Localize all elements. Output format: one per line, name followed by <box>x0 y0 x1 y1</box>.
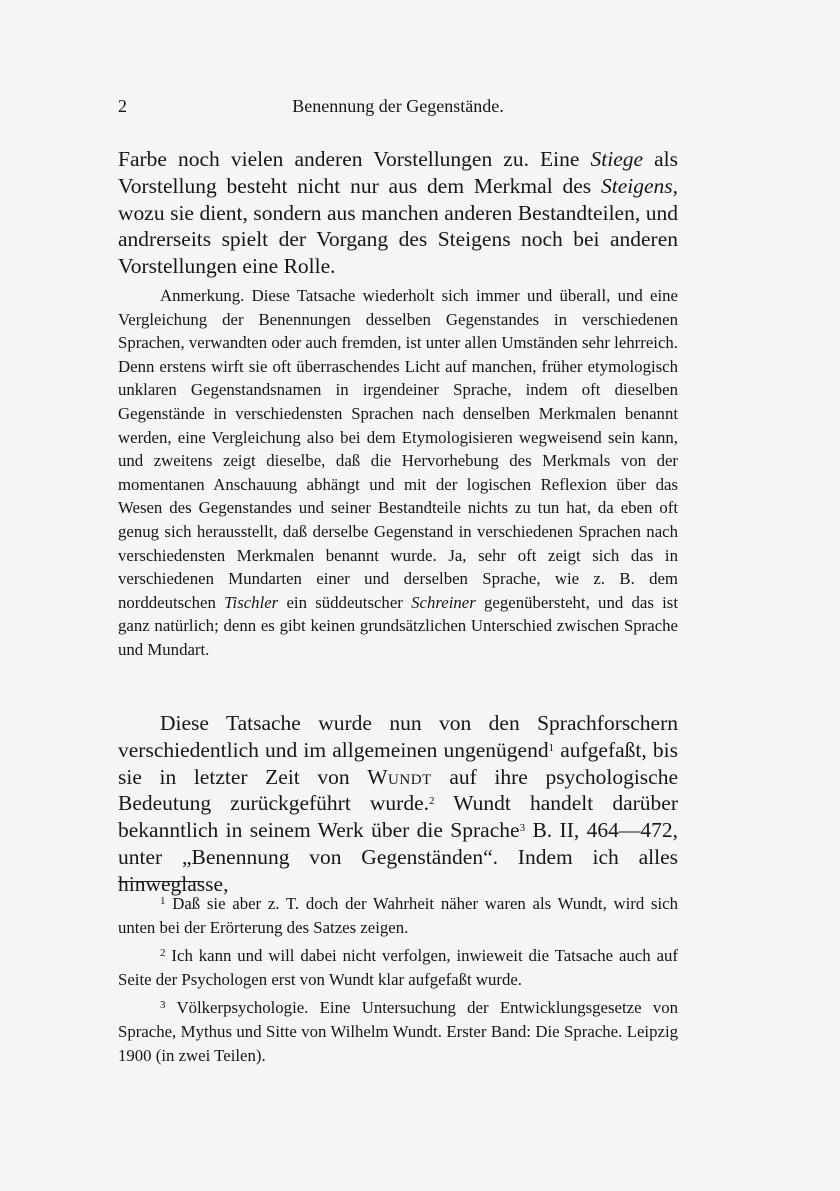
footnote-marker: 2 <box>160 947 166 960</box>
text-run: Anmerkung. Diese Tatsache wiederholt sich immer und überall, und eine Vergleichung der Benennungen desselben Gegenstandes in verschiedenen Sprachen, verwandten oder auch fremden, ist unter allen Umständen sehr lehrreich. Denn erstens wirft sie oft überraschendes Licht auf manchen, früher etymologisch unklaren Gegenstandsnamen in irgendeiner Sprache, indem oft dieselben Gegenstände in verschiedensten Sprachen nach denselben Merkmalen benannt werden, eine Vergleichung also bei dem Etymologisieren wegweisend sein kann, und zweitens zeigt dieselbe, daß die Hervorhebung des Merkmals von der momentanen Anschauung abhängt und mit der logischen Reflexion über das Wesen des Gegenstandes und seiner Bestandteile nichts zu tun hat, da eben oft genug sich herausstellt, daß derselbe Gegenstand in verschiedenen Sprachen nach verschiedensten Merkmalen benannt wurde. Ja, sehr oft zeigt sich das in verschiedenen Mundarten einer und derselben Sprache, wie z. B. dem norddeutschen <box>118 286 678 612</box>
footnote-ref-1[interactable]: 1 <box>548 741 555 754</box>
footnote-1 <box>118 892 678 939</box>
remark-note <box>118 284 678 662</box>
text-run: Wundt handelt darüber bekanntlich in seinem Werk über die Sprache <box>118 791 678 843</box>
main-paragraph-1 <box>118 146 678 280</box>
footnote-text: Daß sie aber z. T. doch der Wahrheit näher waren als Wundt, wird sich unten bei der Erörterung des Satzes zeigen. <box>118 894 678 937</box>
footnote-2 <box>118 944 678 991</box>
page-header <box>118 96 678 124</box>
footnote-ref-2[interactable]: 2 <box>429 795 435 808</box>
footnotes <box>118 892 678 1072</box>
main-paragraph-2 <box>118 710 678 898</box>
italic-term-steigens: Steigens, <box>600 173 678 198</box>
text-run: als Vorstellung besteht nicht nur aus dem Merkmal des <box>118 147 678 198</box>
author-name-smallcaps: Wundt <box>367 764 432 789</box>
footnote-divider <box>118 881 204 882</box>
text-run: B. II, 464—472, unter „Benennung von Gegenständen“. Indem ich alles hinweglasse, <box>118 818 678 896</box>
text-run: ein süddeutscher <box>278 592 412 612</box>
footnote-text: Ich kann und will dabei nicht verfolgen, inwieweit die Tatsache auch auf Seite der Psychologen erst von Wundt klar aufgefaßt wurde. <box>118 946 678 989</box>
text-run: auf ihre psychologische Bedeutung zurückgeführt wurde. <box>118 764 679 816</box>
italic-term-stiege: Stiege <box>590 147 644 171</box>
text-run: Diese Tatsache wurde nun von den Sprachforschern verschiedentlich und im allgemeinen ungenügend <box>118 711 678 762</box>
footnote-marker: 3 <box>160 999 166 1012</box>
footnote-marker: 1 <box>160 895 166 907</box>
text-run: gegenübersteht, und das ist ganz natürlich; denn es gibt keinen grundsätzlichen Unterschied zwischen Sprache und Mundart. <box>118 592 678 659</box>
text-run: Farbe noch vielen anderen Vorstellungen zu. Eine <box>118 147 591 171</box>
italic-term-tischler: Tischler <box>224 592 279 612</box>
text-run: wozu sie dient, sondern aus manchen anderen Bestandteilen, und andrerseits spielt der Vorgang des Steigens noch bei anderen Vorstellungen eine Rolle. <box>118 200 678 279</box>
footnote-text: Völkerpsychologie. Eine Untersuchung der Entwicklungsgesetze von Sprache, Mythus und Sitte von Wilhelm Wundt. Erster Band: Die Sprache. Leipzig 1900 (in zwei Teilen). <box>118 998 678 1065</box>
text-run: aufgefaßt, bis sie in letzter Zeit von <box>118 737 679 789</box>
italic-term-schreiner: Schreiner <box>411 592 476 612</box>
footnote-3 <box>118 996 678 1067</box>
footnote-ref-3[interactable]: 3 <box>519 822 526 835</box>
running-title: Benennung der Gegenstände. <box>292 96 504 116</box>
page-number: 2 <box>118 96 127 116</box>
